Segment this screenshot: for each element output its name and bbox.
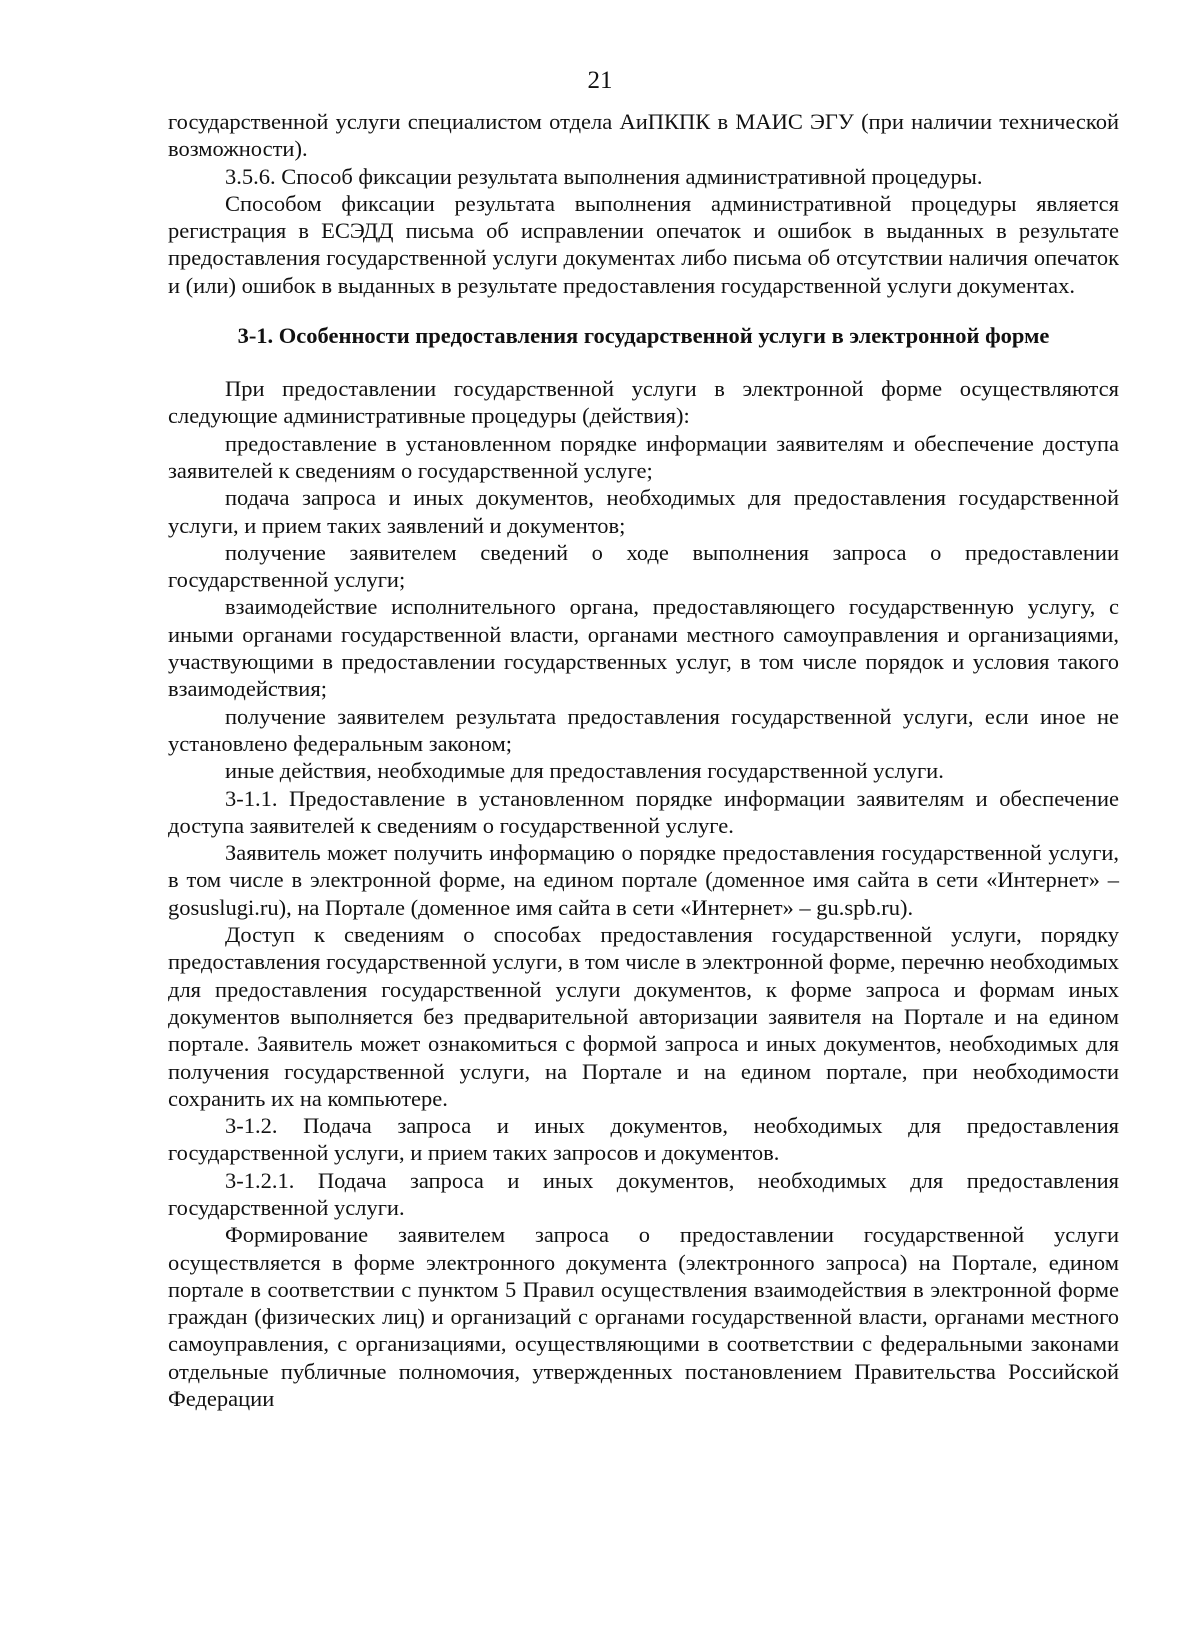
paragraph: Формирование заявителем запроса о предоставлении государственной услуги осуществляется в форме электронного документа (электронного запроса) на Портале, едином портале в соответствии с пунктом 5 Правил осуществления взаимодействия в электронной форме граждан (физических лиц) и организаций с органами государственной власти, органами местного самоуправления, с организациями, осуществляющими в соответствии с федеральными законами отдельные публичные полномочия, утвержденных постановлением Правительства Российской Федерации: [168, 1222, 1119, 1412]
paragraph: 3-1.2. Подача запроса и иных документов, необходимых для предоставления государственной услуги, и прием таких запросов и документов.: [168, 1113, 1119, 1166]
paragraph: подача запроса и иных документов, необходимых для предоставления государственной услуги, и прием таких заявлений и документов;: [168, 485, 1119, 538]
paragraph: Доступ к сведениям о способах предоставления государственной услуги, порядку предоставления государственной услуги, в том числе в электронной форме, перечню необходимых для предоставления государственной услуги документов, к форме запроса и формам иных документов выполняется без предварительной авторизации заявителя на Портале и на едином портале. Заявитель может ознакомиться с формой запроса и иных документов, необходимых для получения государственной услуги, на Портале и на едином портале, при необходимости сохранить их на компьютере.: [168, 922, 1119, 1111]
paragraph: 3-1.2.1. Подача запроса и иных документов, необходимых для предоставления государственной услуги.: [168, 1167, 1119, 1220]
paragraph: предоставление в установленном порядке информации заявителям и обеспечение доступа заявителей к сведениям о государственной услуге;: [168, 430, 1119, 483]
paragraph: получение заявителем сведений о ходе выполнения запроса о предоставлении государственной услуги;: [168, 539, 1119, 593]
paragraph: 3.5.6. Способ фиксации результата выполнения административной процедуры.: [225, 163, 983, 189]
paragraph: иные действия, необходимые для предоставления государственной услуги.: [225, 758, 944, 784]
page-number: 21: [587, 67, 613, 94]
paragraph: Заявитель может получить информацию о порядке предоставления государственной услуги, в том числе в электронной форме, на едином портале (доменное имя сайта в сети «Интернет» – gosuslugi.ru), на Портале (доменное имя сайта в сети «Интернет» – gu.spb.ru).: [168, 840, 1119, 920]
document-body: [168, 108, 1119, 1412]
section-heading: 3-1. Особенности предоставления государственной услуги в электронной форме: [237, 323, 1050, 349]
paragraph: При предоставлении государственной услуги в электронной форме осуществляются следующие административные процедуры (действия):: [168, 376, 1119, 429]
paragraph: 3-1.1. Предоставление в установленном порядке информации заявителям и обеспечение доступа заявителей к сведениям о государственной услуге.: [168, 785, 1119, 838]
paragraph: государственной услуги специалистом отдела АиПКПК в МАИС ЭГУ (при наличии технической возможности).: [168, 109, 1119, 162]
paragraph: Способом фиксации результата выполнения административной процедуры является регистрация в ЕСЭДД письма об исправлении опечаток и ошибок в выданных в результате предоставления государственной услуги документах либо письма об отсутствии наличия опечаток и (или) ошибок в выданных в результате предоставления государственной услуги документах.: [168, 190, 1119, 298]
paragraph: взаимодействие исполнительного органа, предоставляющего государственную услугу, с иными органами государственной власти, органами местного самоуправления и организациями, участвующими в предоставлении государственных услуг, в том числе порядок и условия такого взаимодействия;: [168, 594, 1119, 702]
paragraph: получение заявителем результата предоставления государственной услуги, если иное не установлено федеральным законом;: [168, 703, 1119, 756]
